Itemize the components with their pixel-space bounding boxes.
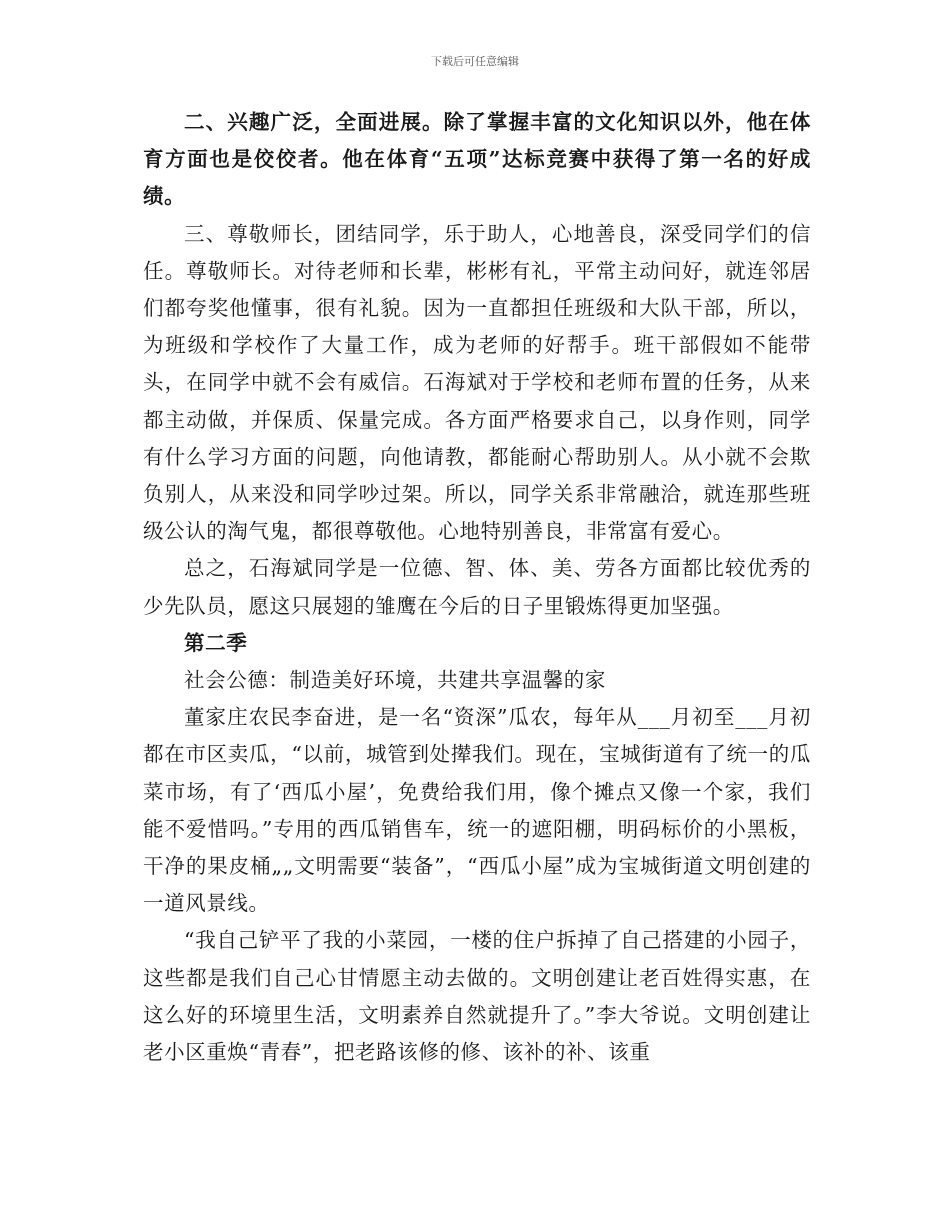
paragraph-respect-teachers: 三、尊敬师长，团结同学，乐于助人，心地善良，深受同学们的信任。尊敬师长。对待老师和长辈，彬彬有礼，平常主动问好，就连邻居们都夸奖他懂事，很有礼貌。因为一直都担任班级和大队干部，所以，为班级和学校作了大量工作，成为老师的好帮手。班干部假如不能带头，在同学中就不会有威信。石海斌对于学校和老师布置的任务，从来都主动做，并保质、保量完成。各方面严格要求自己，以身作则，同学有什么学习方面的问题，向他请教，都能耐心帮助别人。从小就不会欺负别人，从来没和同学吵过架。所以，同学关系非常融洽，就连那些班级公认的淘气鬼，都很尊敬他。心地特别善良，非常富有爱心。: [143, 221, 811, 544]
paragraph-interests: 二、兴趣广泛，全面进展。除了掌握丰富的文化知识以外，他在体育方面也是佼佼者。他在体育“五项”达标竞赛中获得了第一名的好成绩。: [143, 110, 811, 209]
paragraph-watermelon-hut: 董家庄农民李奋进，是一名“资深”瓜农，每年从___月初至___月初都在市区卖瓜，“以前，城管到处撵我们。现在，宝城街道有了统一的瓜菜市场，有了‘西瓜小屋’，免费给我们用，像个摊点又像一个家，我们能不爱惜吗。”专用的西瓜销售车，统一的遮阳棚，明码标价的小黑板，干净的果皮桶„„文明需要“装备”，“西瓜小屋”成为宝城街道文明创建的一道风景线。: [143, 705, 811, 916]
section-subtitle: 社会公德：制造美好环境，共建共享温馨的家: [184, 668, 606, 693]
document-body: [143, 104, 811, 1071]
section-heading: 第二季: [184, 630, 248, 655]
paragraph-conclusion: 总之，石海斌同学是一位德、智、体、美、劳各方面都比较优秀的少先队员，愿这只展翅的雏鹰在今后的日子里锻炼得更加坚强。: [143, 556, 811, 618]
paragraph-old-community: “我自己铲平了我的小菜园，一楼的住户拆掉了自己搭建的小园子，这些都是我们自己心甘情愿主动去做的。文明创建让老百姓得实惠，在这么好的环境里生活，文明素养自然就提升了。”李大爷说。文明创建让老小区重焕“青春”，把老路该修的修、该补的补、该重: [143, 928, 811, 1065]
page-header: 下载后可任意编辑: [431, 55, 519, 68]
